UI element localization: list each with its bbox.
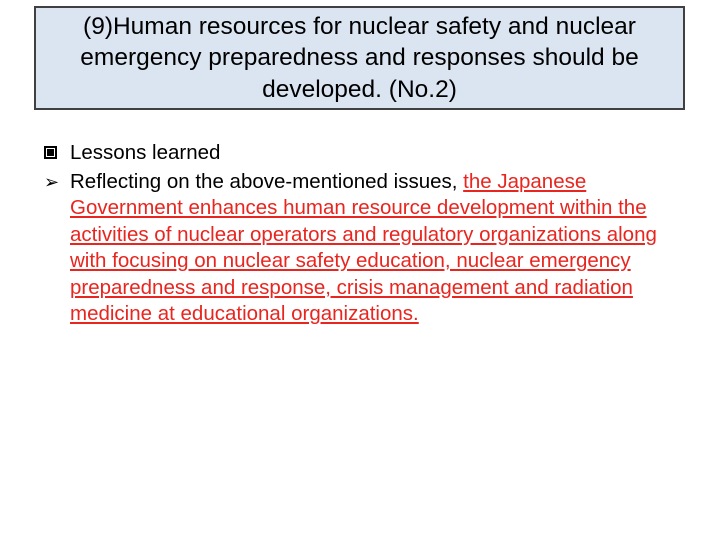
square-bullet-icon (44, 140, 66, 167)
lessons-heading (44, 140, 694, 167)
arrow-bullet-icon: ➢ (44, 171, 60, 192)
lesson-item (44, 169, 694, 328)
title-box (34, 6, 685, 110)
lesson-item-highlight: the Japanese Government enhances human resource development within the activities of nuclear operators and regulatory organizations along with focusing on nuclear safety education, nuclear emergency preparedness and response, crisis management and radiation medicine at educational organizations. (70, 169, 657, 325)
slide-body (44, 140, 694, 328)
lesson-item-lead: Reflecting on the above-mentioned issues, (70, 169, 464, 193)
lessons-label: Lessons learned (70, 141, 221, 164)
slide-title: (9)Human resources for nuclear safety and nuclear emergency preparedness and responses should be developed. (No.2) (80, 12, 639, 103)
